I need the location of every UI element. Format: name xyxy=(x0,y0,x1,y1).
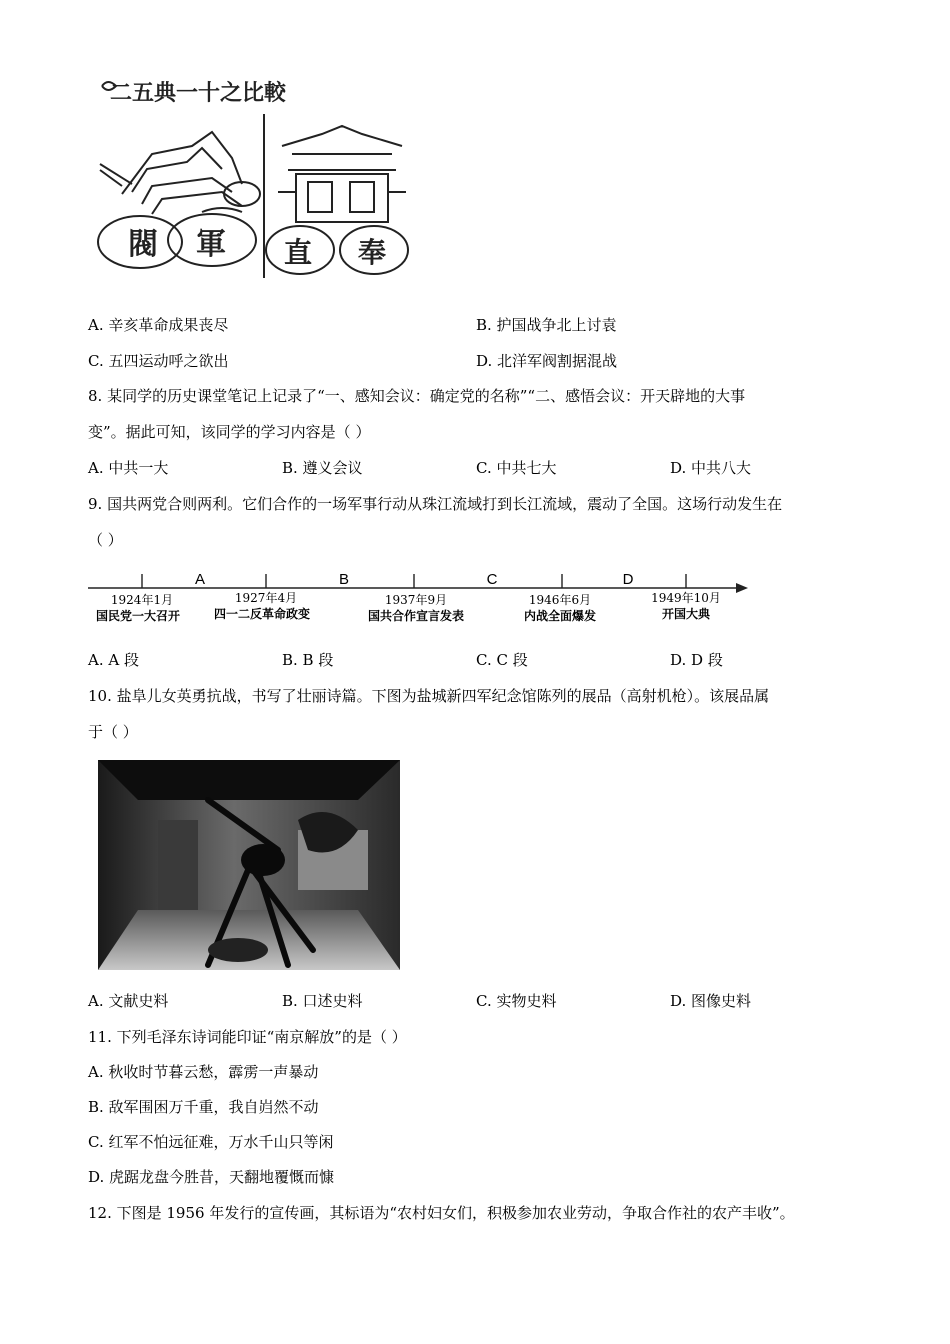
q9-stem-line2: （ ） xyxy=(88,531,123,549)
q10-option-b: B. 口述史料 xyxy=(282,992,363,1010)
q9-option-d: D. D 段 xyxy=(670,651,723,669)
q7-option-d: D. 北洋军阀割据混战 xyxy=(476,352,618,370)
q8-stem-line1: 8. 某同学的历史课堂笔记上记录了“一、感知会议：确定党的名称”“二、感悟会议：开天辟地的大事 xyxy=(88,387,746,405)
q7-option-b: B. 护国战争北上讨袁 xyxy=(476,316,617,334)
timeline-diagram xyxy=(86,566,750,628)
q10-option-d: D. 图像史料 xyxy=(670,992,752,1010)
event-date-4: 1946年6月 xyxy=(528,593,592,607)
cartoon-caption: 二五典一十之比較 xyxy=(110,80,287,106)
q8-stem-line2: 变”。据此可知，该同学的学习内容是（ ） xyxy=(88,423,371,441)
event-name-1: 国民党一大召开 xyxy=(95,609,181,623)
q11-option-a: A. 秋收时节暮云愁，霹雳一声暴动 xyxy=(88,1063,319,1081)
event-date-3: 1937年9月 xyxy=(384,593,448,607)
svg-text:直: 直 xyxy=(284,236,313,269)
q8-option-a: A. 中共一大 xyxy=(88,459,169,477)
event-name-2: 四一二反革命政变 xyxy=(213,607,311,621)
q10-stem-line1: 10. 盐阜儿女英勇抗战，书写了壮丽诗篇。下图为盐城新四军纪念馆陈列的展品（高射机枪）。该展品属 xyxy=(88,687,770,705)
q9-stem-line1: 9. 国共两党合则两利。它们合作的一场军事行动从珠江流域打到长江流域，震动了全国。这场行动发生在 xyxy=(88,495,783,513)
event-name-4: 内战全面爆发 xyxy=(523,609,597,623)
q9-option-c: C. C 段 xyxy=(476,651,528,669)
q10-option-a: A. 文献史料 xyxy=(88,992,169,1010)
segment-label-a: A xyxy=(194,571,206,588)
q11-stem: 11. 下列毛泽东诗词能印证“南京解放”的是（ ） xyxy=(88,1028,407,1046)
segment-label-b: B xyxy=(338,571,350,588)
q8-option-b: B. 遵义会议 xyxy=(282,459,363,477)
segment-label-d: D xyxy=(622,571,634,588)
q11-option-b: B. 敌军围困万千重，我自岿然不动 xyxy=(88,1098,319,1116)
q11-option-d: D. 虎踞龙盘今胜昔，天翻地覆慨而慷 xyxy=(88,1168,335,1186)
svg-text:軍: 軍 xyxy=(196,227,226,262)
q9-option-a: A. A 段 xyxy=(88,651,139,669)
q8-option-d: D. 中共八大 xyxy=(670,459,752,477)
q11-option-c: C. 红军不怕远征难，万水千山只等闲 xyxy=(88,1133,334,1151)
q7-option-c: C. 五四运动呼之欲出 xyxy=(88,352,229,370)
q12-stem: 12. 下图是 1956 年发行的宣传画，其标语为“农村妇女们，积极参加农业劳动，争取合作社的农产丰收”。 xyxy=(88,1204,795,1222)
svg-text:閥: 閥 xyxy=(128,227,158,262)
machine-gun-photo xyxy=(98,760,400,970)
q8-option-c: C. 中共七大 xyxy=(476,459,557,477)
event-date-1: 1924年1月 xyxy=(110,593,174,607)
event-name-3: 国共合作宣言发表 xyxy=(367,609,465,623)
q10-stem-line2: 于（ ） xyxy=(88,723,138,741)
cartoon-image xyxy=(92,74,422,280)
q9-option-b: B. B 段 xyxy=(282,651,334,669)
event-date-2: 1927年4月 xyxy=(234,591,298,605)
svg-text:奉: 奉 xyxy=(358,236,387,269)
q7-option-a: A. 辛亥革命成果丧尽 xyxy=(88,316,229,334)
segment-label-c: C xyxy=(486,571,498,588)
event-name-5: 开国大典 xyxy=(661,607,711,621)
q10-option-c: C. 实物史料 xyxy=(476,992,557,1010)
event-date-5: 1949年10月 xyxy=(651,591,721,605)
